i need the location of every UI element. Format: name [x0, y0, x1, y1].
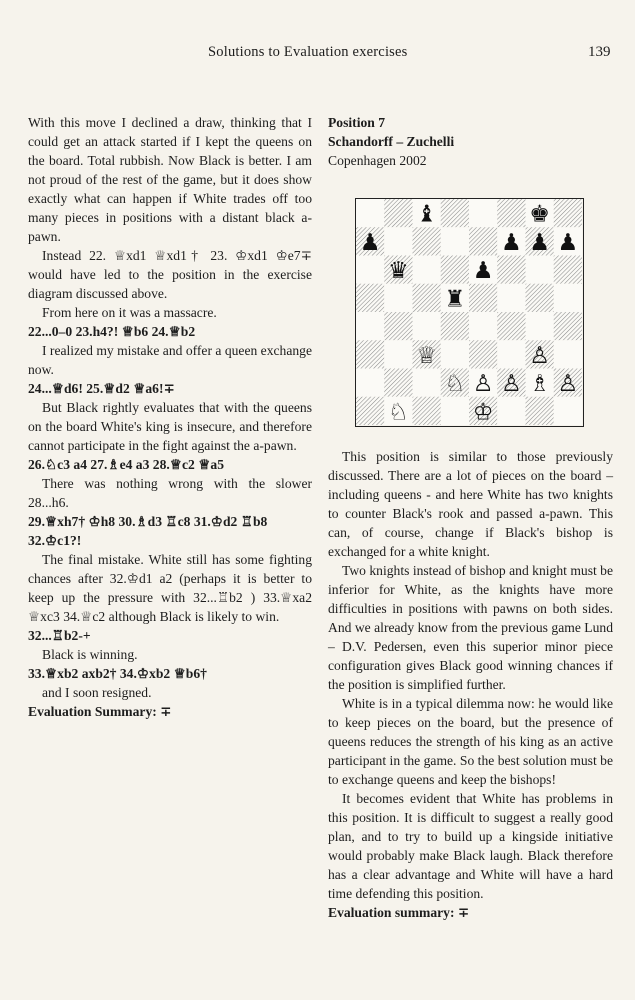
light-square [413, 369, 441, 397]
event-line: Copenhagen 2002 [328, 153, 427, 168]
light-square [469, 199, 497, 227]
dark-square [469, 227, 497, 255]
white-pawn-icon: ♙ [557, 371, 579, 398]
dark-square [413, 284, 441, 312]
right-column [328, 447, 613, 922]
black-queen-icon: ♛ [387, 258, 409, 285]
white-queen-icon: ♕ [416, 342, 438, 369]
page-number: 139 [588, 44, 611, 60]
white-pawn-icon: ♙ [529, 342, 551, 369]
move-line: 29.♕xh7† ♔h8 30.♗d3 ♖c8 31.♔d2 ♖b8 32.♔c1?! [28, 514, 268, 548]
evaluation-summary: Evaluation Summary: ∓ [28, 704, 172, 719]
paragraph: But Black rightly evaluates that with the queens on the board White's king is insecure, and therefore cannot participate in the fight against the a-pawn. [28, 400, 312, 453]
light-square [413, 256, 441, 284]
light-square [384, 227, 412, 255]
black-bishop-icon: ♝ [416, 201, 438, 228]
black-pawn-icon: ♟ [359, 229, 381, 256]
light-square [413, 312, 441, 340]
light-square [441, 227, 469, 255]
white-knight-icon: ♘ [387, 399, 409, 425]
black-pawn-icon: ♟ [500, 229, 522, 256]
move-line: 26.♘c3 a4 27.♗e4 a3 28.♕c2 ♕a5 [28, 457, 224, 472]
move-line: 22...0–0 23.h4?! ♕b6 24.♕b2 [28, 324, 196, 339]
white-pawn-icon: ♙ [500, 371, 522, 398]
dark-square [554, 199, 582, 227]
light-square [469, 312, 497, 340]
dark-square [441, 312, 469, 340]
chess-board-svg [356, 199, 582, 425]
move-line: 33.♕xb2 axb2† 34.♔xb2 ♕b6† [28, 666, 207, 681]
dark-square [384, 369, 412, 397]
light-square [554, 284, 582, 312]
paragraph: Black is winning. [42, 647, 138, 662]
paragraph: There was nothing wrong with the slower 28...h6. [28, 476, 312, 510]
black-pawn-icon: ♟ [557, 229, 579, 256]
paragraph: and I soon resigned. [42, 685, 152, 700]
black-king-icon: ♚ [529, 201, 551, 228]
paragraph: From here on it was a massacre. [42, 305, 217, 320]
dark-square [413, 397, 441, 425]
dark-square [554, 256, 582, 284]
paragraph: This position is similar to those previously discussed. There are a lot of pieces on the board – including queens - and here White has two knights to counter Black's rook and passed a-pawn. This can, of course, change if Black's bishop is exchanged for a white knight. [328, 449, 613, 559]
dark-square [413, 227, 441, 255]
light-square [497, 284, 525, 312]
paragraph: I realized my mistake and offer a queen exchange now. [28, 343, 312, 377]
light-square [554, 340, 582, 368]
dark-square [356, 284, 384, 312]
move-line: 32...♖b2-+ [28, 628, 91, 643]
dark-square [441, 256, 469, 284]
dark-square [356, 397, 384, 425]
light-square [356, 199, 384, 227]
black-pawn-icon: ♟ [472, 258, 494, 285]
light-square [441, 397, 469, 425]
dark-square [526, 397, 554, 425]
dark-square [497, 199, 525, 227]
light-square [441, 340, 469, 368]
dark-square [526, 284, 554, 312]
light-square [356, 312, 384, 340]
dark-square [441, 199, 469, 227]
position-heading: Position 7 [328, 115, 386, 130]
dark-square [554, 312, 582, 340]
dark-square [384, 199, 412, 227]
white-knight-icon: ♘ [444, 371, 466, 398]
dark-square [497, 256, 525, 284]
page-header [0, 44, 635, 64]
chess-diagram [355, 198, 584, 427]
light-square [497, 397, 525, 425]
white-king-icon: ♔ [472, 399, 494, 425]
running-head: Solutions to Evaluation exercises [208, 44, 408, 60]
paragraph: It becomes evident that White has problems in this position. It is difficult to suggest a really good plan, and to try to build up a kingside initiative would probably make Black laugh. Black therefore has a clear advantage and White will have a hard time defending this position. [328, 791, 613, 901]
light-square [356, 256, 384, 284]
move-line: 24...♕d6! 25.♕d2 ♕a6!∓ [28, 381, 175, 396]
dark-square [497, 312, 525, 340]
light-square [384, 340, 412, 368]
light-square [497, 340, 525, 368]
black-pawn-icon: ♟ [529, 229, 551, 256]
position-heading-block [328, 113, 613, 170]
dark-square [469, 284, 497, 312]
paragraph: With this move I declined a draw, thinking that I could get an attack started if I kept the queens on the board. Total rubbish. Now Black is better. I am not proud of the rest of the game, but it does show exactly what can happen if White trades off too many pieces in positions with a distant black a-pawn. [28, 115, 312, 244]
players-line: Schandorff – Zuchelli [328, 134, 455, 149]
paragraph: White is in a typical dilemma now: he would like to keep pieces on the board, but the presence of queens reduces the strength of his king as an active participant in the game. So the best solution must be to exchange queens and keep the bishops! [328, 696, 613, 787]
light-square [384, 284, 412, 312]
paragraph: Instead 22. ♕xd1 ♕xd1† 23. ♔xd1 ♔e7∓ would have led to the position in the exercise diagram discussed above. [28, 248, 312, 301]
light-square [526, 312, 554, 340]
paragraph: The final mistake. White still has some fighting chances after 32.♔d1 a2 (perhaps it is better to keep up the pressure with 32...♖b2 ) 33.♕xa2 ♕xc3 34.♕c2 although Black is likely to win. [28, 552, 312, 624]
white-bishop-icon: ♗ [529, 371, 551, 398]
evaluation-summary: Evaluation summary: ∓ [328, 905, 470, 920]
left-column [28, 113, 312, 721]
dark-square [384, 312, 412, 340]
light-square [356, 369, 384, 397]
white-pawn-icon: ♙ [472, 371, 494, 398]
light-square [554, 397, 582, 425]
paragraph: Two knights instead of bishop and knight must be inferior for White, as the knights have more difficulties in positions with pawns on both sides. And we already know from the previous game Lund – D.V. Pedersen, even this superior minor piece configuration gives Black good winning chances if the position is simplified further. [328, 563, 613, 692]
light-square [526, 256, 554, 284]
black-rook-icon: ♜ [444, 286, 466, 313]
dark-square [356, 340, 384, 368]
dark-square [469, 340, 497, 368]
